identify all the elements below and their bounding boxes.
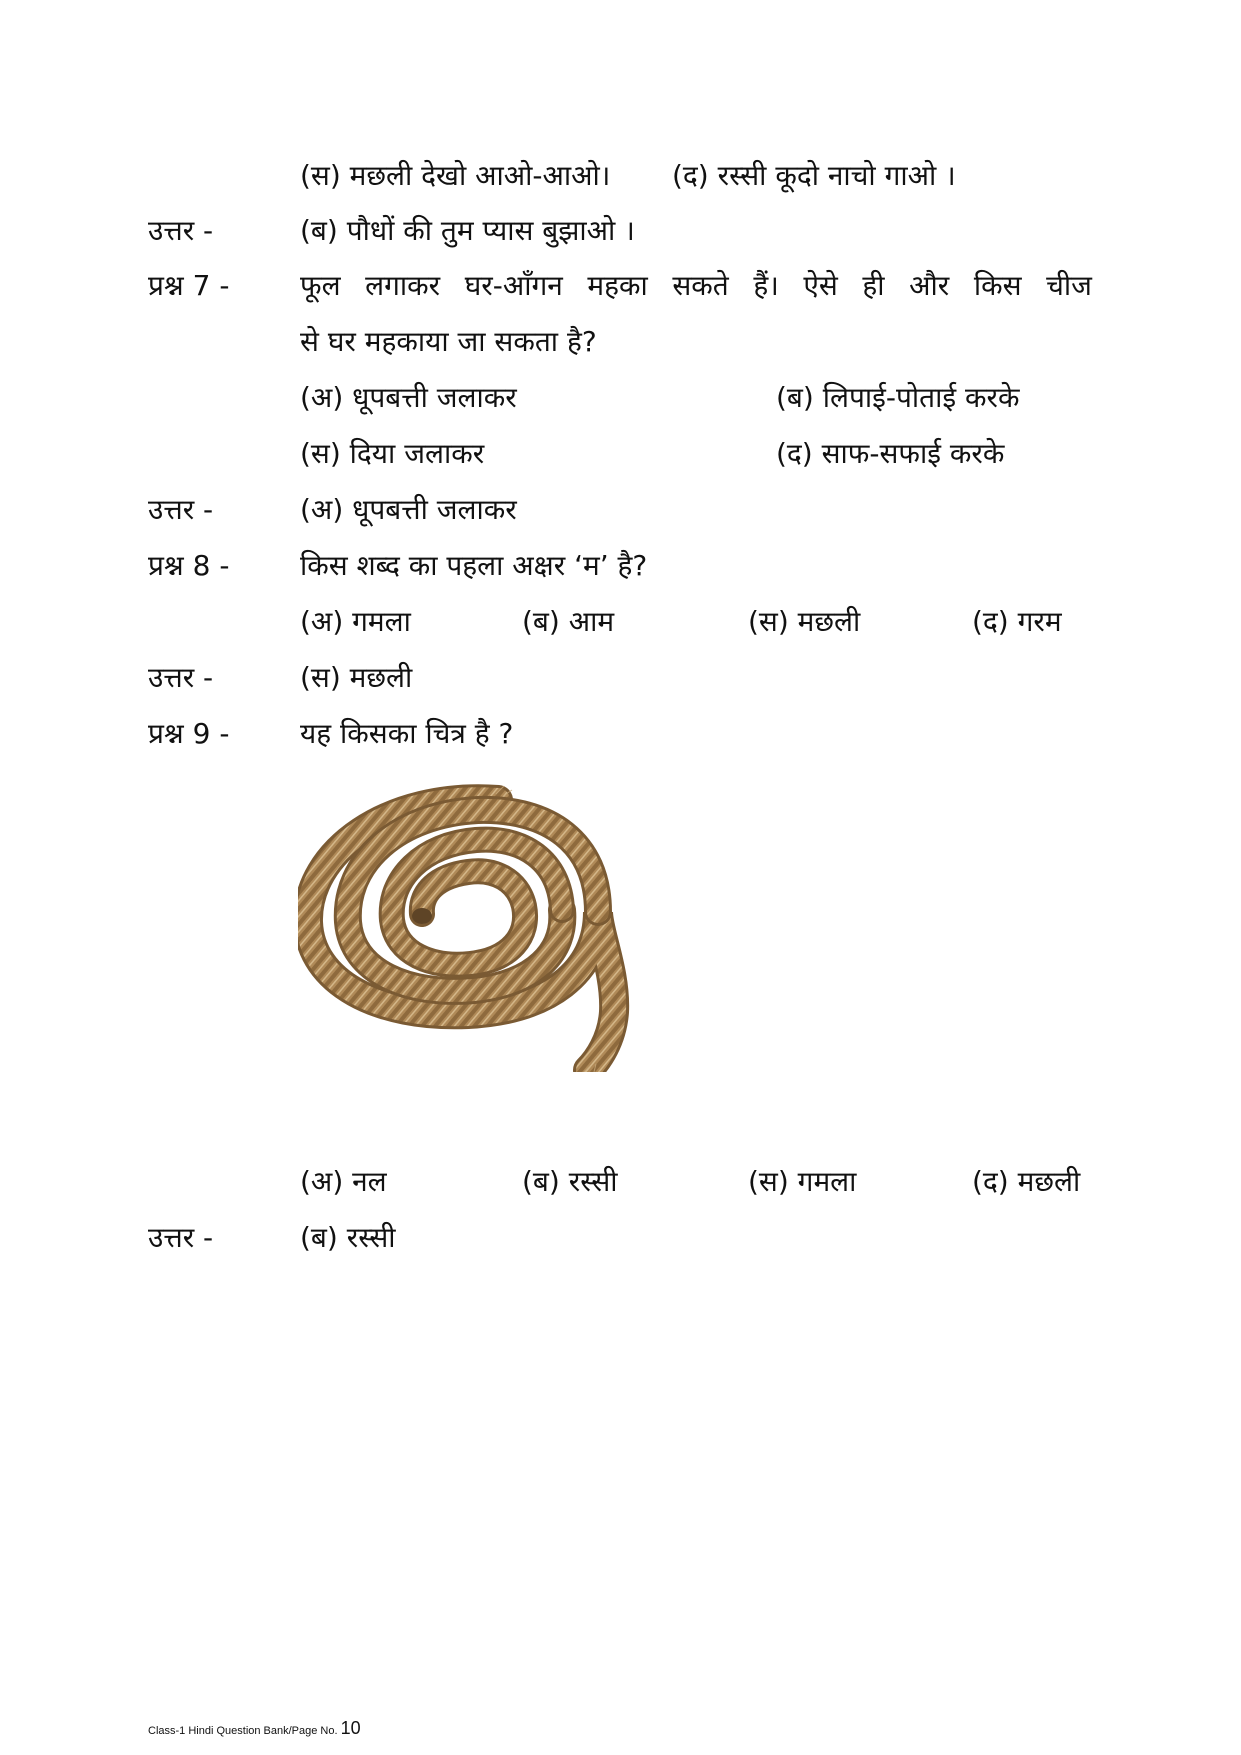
page-number: 10 <box>340 1718 361 1738</box>
q7-word: महका <box>587 269 648 302</box>
q7-word: लगाकर <box>365 269 441 302</box>
q7-option-d: (द) साफ-सफाई करके <box>776 437 1005 470</box>
footer-text: Class-1 Hindi Question Bank/Page No. <box>148 1725 338 1737</box>
q8-text: किस शब्द का पहला अक्षर ‘म’ है? <box>300 549 648 582</box>
q9-text: यह किसका चित्र है ? <box>300 717 514 750</box>
q7-word: ऐसे <box>803 269 838 302</box>
q7-word: चीज <box>1046 269 1092 302</box>
q7-word: सकते <box>672 269 729 302</box>
q7-answer: (अ) धूपबत्ती जलाकर <box>300 493 517 526</box>
q8-answer-label: उत्तर - <box>148 661 214 694</box>
q8-label: प्रश्न 8 - <box>148 549 230 582</box>
q7-text-line2: से घर महकाया जा सकता है? <box>300 325 597 358</box>
q7-word: घर-आँगन <box>464 269 563 302</box>
q7-word: हैं। <box>753 269 779 302</box>
prev-option-s: (स) मछली देखो आओ-आओ। <box>300 159 611 192</box>
q7-option-b: (ब) लिपाई-पोताई करके <box>776 381 1020 414</box>
q7-option-s: (स) दिया जलाकर <box>300 437 485 470</box>
q7-option-a: (अ) धूपबत्ती जलाकर <box>300 381 517 414</box>
q7-word: किस <box>973 269 1022 302</box>
q8-option-s: (स) मछली <box>748 605 861 638</box>
q8-option-b: (ब) आम <box>522 605 615 638</box>
q8-answer: (स) मछली <box>300 661 413 694</box>
prev-answer-label: उत्तर - <box>148 214 214 247</box>
coiled-rope-image <box>298 782 634 1072</box>
q7-text <box>300 266 1092 306</box>
q9-option-b: (ब) रस्सी <box>522 1165 618 1198</box>
q9-option-a: (अ) नल <box>300 1165 387 1198</box>
q9-answer-label: उत्तर - <box>148 1221 214 1254</box>
prev-option-d: (द) रस्सी कूदो नाचो गाओ । <box>672 159 956 192</box>
q8-option-a: (अ) गमला <box>300 605 411 638</box>
q7-word: ही <box>862 269 885 302</box>
q8-option-d: (द) गरम <box>972 605 1062 638</box>
q7-word: और <box>909 269 950 302</box>
page-footer <box>148 1718 361 1739</box>
q7-answer-label: उत्तर - <box>148 493 214 526</box>
q9-answer: (ब) रस्सी <box>300 1221 396 1254</box>
q9-option-s: (स) गमला <box>748 1165 857 1198</box>
q9-option-d: (द) मछली <box>972 1165 1081 1198</box>
q7-word: फूल <box>300 269 341 302</box>
prev-answer: (ब) पौधों की तुम प्यास बुझाओ । <box>300 214 635 247</box>
q7-label: प्रश्न 7 - <box>148 269 230 302</box>
q9-label: प्रश्न 9 - <box>148 717 230 750</box>
